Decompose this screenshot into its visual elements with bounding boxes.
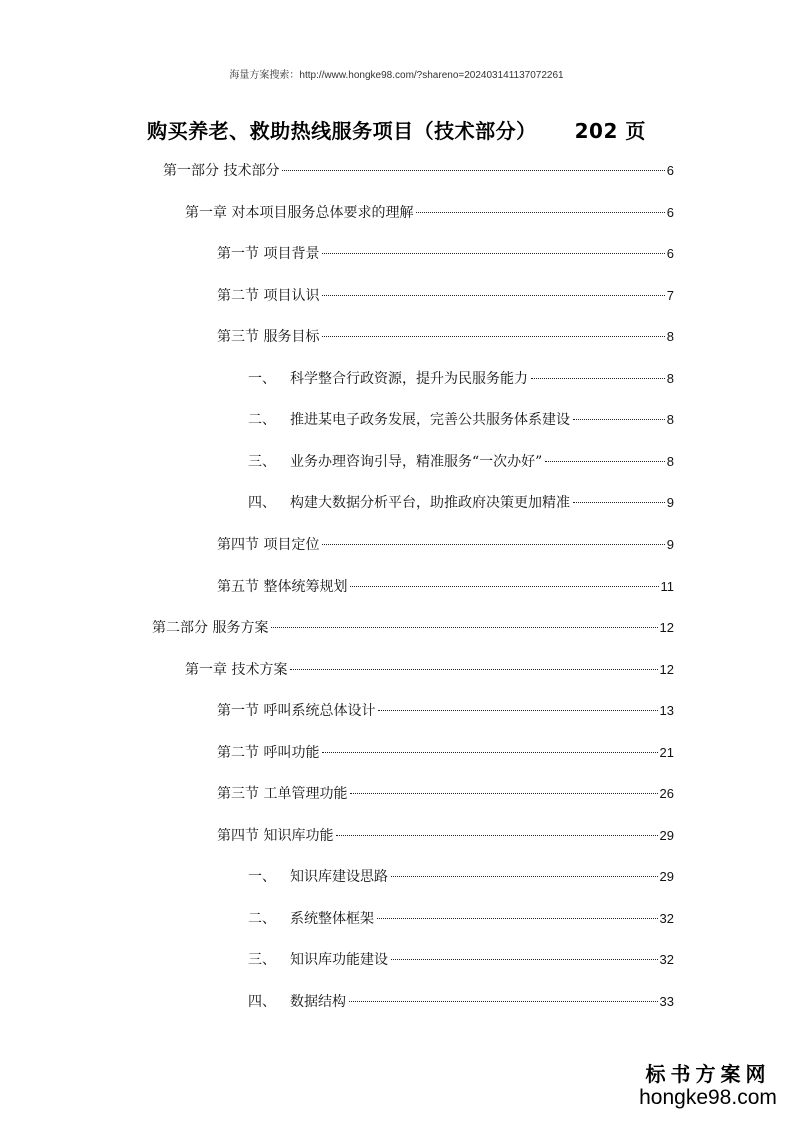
- toc-entry-label: [217, 742, 319, 764]
- header-search-note: 海量方案搜索：http://www.hongke98.com/?shareno=202403141137072261: [229, 70, 564, 81]
- toc-entry-label: [248, 908, 374, 930]
- toc-dot-leader: [336, 835, 657, 836]
- toc-dot-leader: [322, 336, 664, 337]
- toc-entry-label: [248, 451, 542, 473]
- toc-entry-label: [163, 160, 279, 182]
- toc-page-number: 32: [659, 952, 674, 968]
- toc-entry-text: 业务办理咨询引导，精准服务“一次办好”: [290, 453, 543, 470]
- toc-entry-text: 科学整合行政资源，提升为民服务能力: [290, 370, 528, 387]
- toc-entry-number: 二、: [248, 412, 276, 429]
- toc-page-number: 11: [660, 578, 674, 594]
- toc-entry-text: 知识库功能建设: [290, 952, 388, 969]
- toc-page-number: 12: [659, 620, 674, 636]
- toc-dot-leader: [391, 959, 658, 960]
- toc-entry[interactable]: [152, 617, 674, 639]
- toc-entry-label: [248, 409, 570, 431]
- toc-page-number: 21: [659, 744, 674, 760]
- toc-entry-number: 四、: [248, 994, 276, 1010]
- toc-entry[interactable]: [217, 285, 674, 307]
- toc-entry-label: [185, 202, 413, 224]
- toc-entry-label: [248, 368, 528, 390]
- toc-dot-leader: [545, 461, 664, 462]
- toc-page-number: 9: [666, 536, 674, 552]
- toc-dot-leader: [271, 627, 657, 628]
- toc-entry-text: 第四节 项目定位: [217, 536, 320, 553]
- toc-entry-label: [217, 783, 347, 805]
- toc-entry-number: 三、: [248, 952, 276, 969]
- toc-entry[interactable]: [185, 659, 674, 681]
- toc-entry-label: [248, 866, 388, 888]
- toc-entry-text: 推进某电子政务发展，完善公共服务体系建设: [290, 412, 570, 429]
- page-count: 202 页: [574, 119, 646, 143]
- toc-entry[interactable]: [163, 160, 674, 182]
- toc-entry[interactable]: [217, 576, 674, 598]
- toc-page-number: 6: [666, 163, 674, 178]
- toc-entry-text: 第一部分 技术部分: [163, 163, 280, 179]
- toc-entry-text: 第一节 项目背景: [217, 246, 320, 263]
- toc-dot-leader: [573, 502, 665, 503]
- toc-dot-leader: [282, 170, 664, 171]
- toc-page-number: 29: [659, 869, 674, 885]
- toc-entry-text: 第二节 项目认识: [217, 287, 320, 304]
- toc-entry-text: 第五节 整体统筹规划: [217, 578, 348, 595]
- toc-entry[interactable]: [217, 783, 674, 805]
- brand-watermark: [633, 1062, 783, 1110]
- toc-entry-text: 第一章 对本项目服务总体要求的理解: [185, 204, 414, 221]
- toc-page-number: 29: [659, 827, 674, 843]
- toc-entry-text: 数据结构: [290, 994, 346, 1010]
- toc-page-number: 6: [666, 204, 674, 220]
- toc-entry-label: [217, 326, 319, 348]
- toc-entry-number: 二、: [248, 910, 276, 927]
- toc-page-number: 7: [666, 287, 674, 303]
- toc-dot-leader: [377, 918, 658, 919]
- toc-entry[interactable]: [248, 451, 674, 473]
- toc-entry-label: [217, 285, 319, 307]
- toc-dot-leader: [531, 378, 665, 379]
- toc-entry-text: 第二节 呼叫功能: [217, 744, 320, 761]
- toc-entry-text: 知识库建设思路: [290, 869, 388, 886]
- toc-entry-label: [248, 991, 346, 1013]
- toc-dot-leader: [416, 212, 664, 213]
- title-text: 购买养老、救助热线服务项目（技术部分）: [147, 119, 537, 143]
- toc-dot-leader: [322, 752, 657, 753]
- toc-entry-text: 第三节 服务目标: [217, 329, 320, 346]
- toc-dot-leader: [349, 1001, 658, 1002]
- toc-entry[interactable]: [185, 202, 674, 224]
- toc-entry-text: 构建大数据分析平台，助推政府决策更加精准: [290, 495, 570, 512]
- toc-page-number: 9: [666, 495, 674, 511]
- toc-page-number: 8: [666, 453, 674, 469]
- toc-dot-leader: [378, 710, 657, 711]
- toc-page-number: 33: [659, 994, 674, 1009]
- toc-entry[interactable]: [217, 742, 674, 764]
- toc-entry-label: [152, 617, 268, 639]
- toc-dot-leader: [322, 253, 664, 254]
- toc-entry-text: 系统整体框架: [290, 910, 374, 927]
- toc-entry-text: 第一节 呼叫系统总体设计: [217, 703, 376, 720]
- toc-entry[interactable]: [248, 991, 674, 1013]
- toc-entry[interactable]: [248, 866, 674, 888]
- toc-page-number: 13: [659, 703, 674, 719]
- toc-dot-leader: [322, 295, 664, 296]
- toc-entry[interactable]: [248, 409, 674, 431]
- toc-entry[interactable]: [217, 700, 674, 722]
- toc-entry-label: [217, 576, 347, 598]
- toc-page-number: 32: [659, 910, 674, 926]
- brand-name: 标书方案网: [645, 1062, 771, 1086]
- toc-entry-label: [217, 534, 319, 556]
- toc-dot-leader: [290, 669, 657, 670]
- toc-entry[interactable]: [248, 908, 674, 930]
- toc-entry-number: 一、: [248, 869, 276, 886]
- toc-entry-label: [248, 949, 388, 971]
- toc-entry-label: [248, 492, 570, 514]
- toc-entry-text: 第四节 知识库功能: [217, 827, 334, 844]
- toc-dot-leader: [322, 544, 664, 545]
- toc-dot-leader: [350, 793, 657, 794]
- toc-page-number: 8: [666, 329, 674, 345]
- toc-entry-label: [185, 659, 287, 681]
- toc-entry[interactable]: [217, 534, 674, 556]
- toc-entry[interactable]: [248, 368, 674, 390]
- toc-dot-leader: [350, 586, 658, 587]
- toc-entry-number: 一、: [248, 370, 276, 387]
- toc-entry-label: [217, 825, 333, 847]
- toc-entry[interactable]: [217, 243, 674, 265]
- toc-entry-text: 第一章 技术方案: [185, 661, 288, 678]
- toc-dot-leader: [391, 876, 658, 877]
- toc-entry-number: 四、: [248, 495, 276, 512]
- toc-entry[interactable]: [248, 949, 674, 971]
- toc-page-number: 26: [659, 786, 674, 802]
- table-of-contents: [0, 150, 793, 1030]
- toc-entry-number: 三、: [248, 453, 276, 470]
- toc-entry-text: 第二部分 服务方案: [152, 620, 269, 637]
- toc-entry[interactable]: [248, 492, 674, 514]
- toc-entry[interactable]: [217, 326, 674, 348]
- toc-page-number: 12: [659, 661, 674, 677]
- toc-dot-leader: [573, 419, 665, 420]
- toc-page-number: 6: [666, 246, 674, 262]
- toc-entry-label: [217, 243, 319, 265]
- toc-entry-label: [217, 700, 375, 722]
- toc-page-number: 8: [666, 412, 674, 428]
- toc-entry-text: 第三节 工单管理功能: [217, 786, 348, 803]
- brand-url: hongke98.com: [639, 1086, 777, 1109]
- toc-page-number: 8: [666, 370, 674, 386]
- toc-entry[interactable]: [217, 825, 674, 847]
- document-title: [0, 115, 793, 144]
